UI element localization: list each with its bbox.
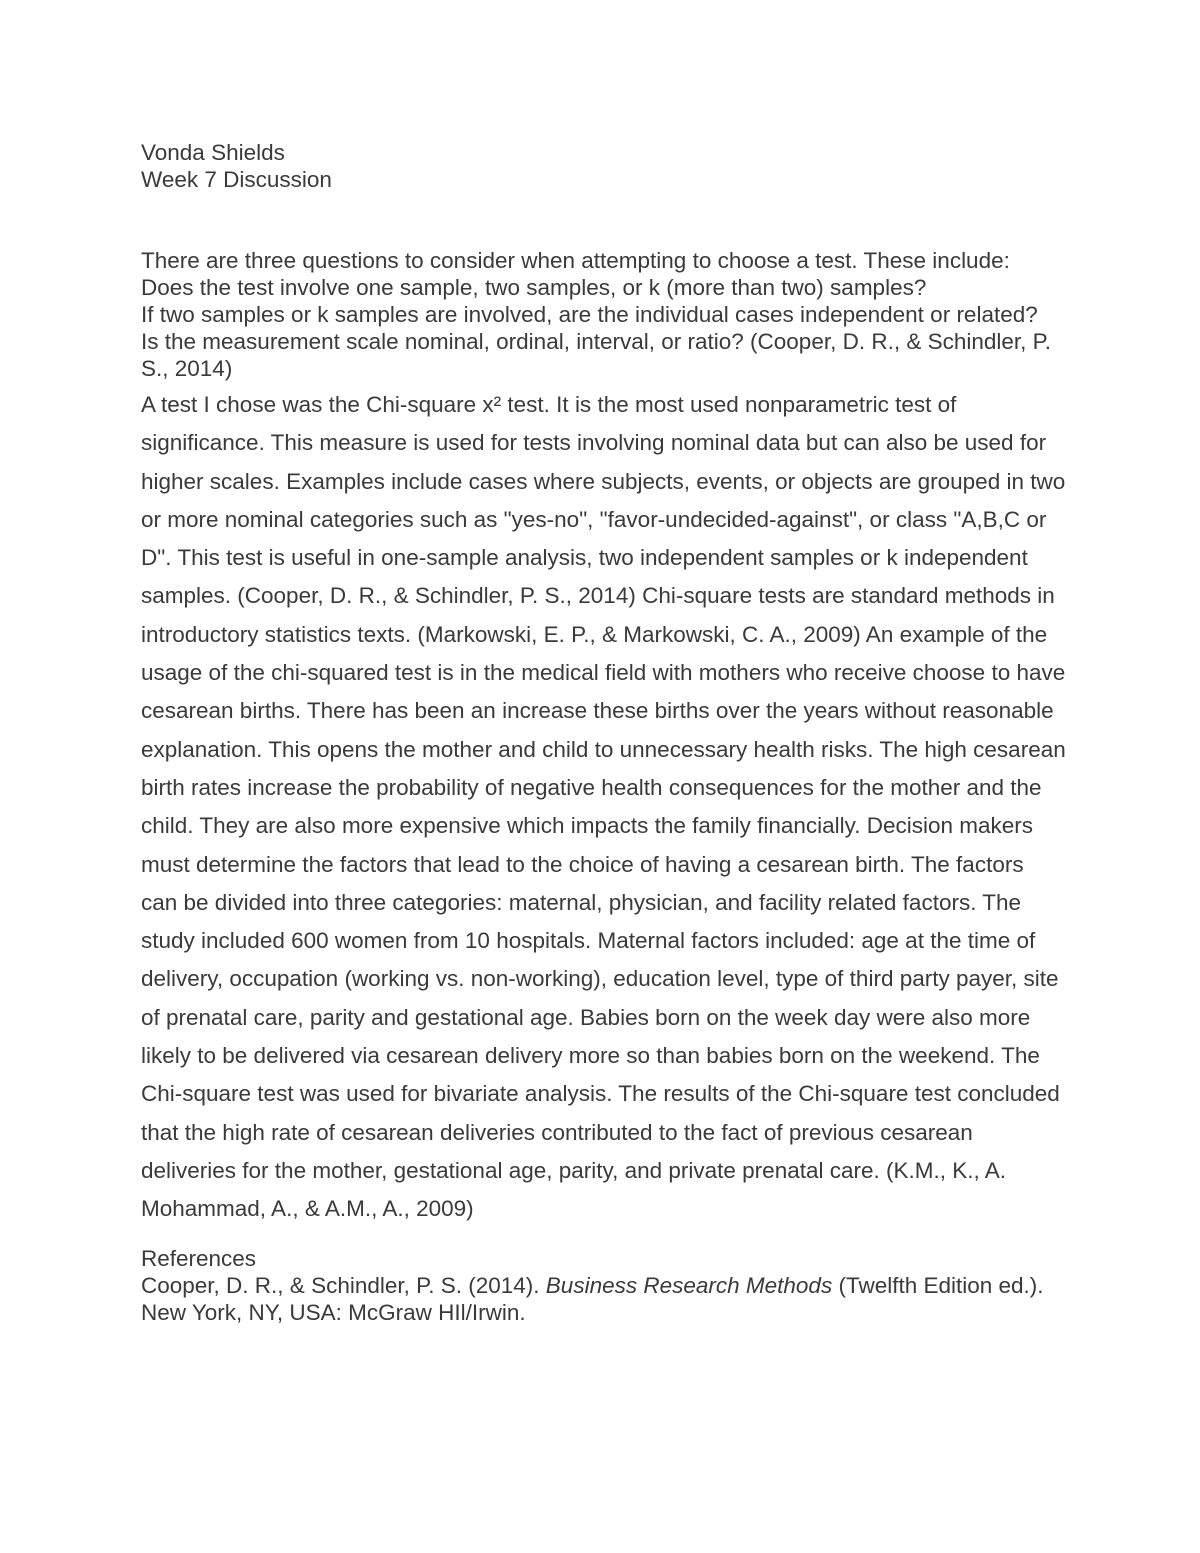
reference-authors: Cooper, D. R., & Schindler, P. S. (2014). [141, 1272, 546, 1298]
reference-publisher: (Twelfth Edition ed.). New York, NY, USA: McGraw HIl/Irwin. [141, 1272, 1044, 1325]
spacer [141, 193, 1066, 247]
intro-line: There are three questions to consider when attempting to choose a test. These include: [141, 248, 1010, 273]
intro-question-3: Is the measurement scale nominal, ordinal, interval, or ratio? (Cooper, D. R., & Schindler, P. S., 2014) [141, 329, 1052, 381]
references-heading: References [141, 1245, 257, 1271]
author-name: Vonda Shields [141, 140, 285, 165]
intro-questions [141, 247, 1066, 382]
intro-question-2: If two samples or k samples are involved, are the individual cases independent or related? [141, 302, 1038, 327]
reference-entry [141, 1272, 1066, 1326]
document-page [141, 139, 1066, 1326]
references-section [141, 1245, 1066, 1326]
body-paragraph: A test I chose was the Chi-square x² test. It is the most used nonparametric test of significance. This measure is used for tests involving nominal data but can also be used for higher scales. Examples include cases where subjects, events, or objects are grouped in two or more nominal categories such as "yes-no", "favor-undecided-against", or class "A,B,C or D". This test is useful in one-sample analysis, two independent samples or k independent samples. (Cooper, D. R., & Schindler, P. S., 2014) Chi-square tests are standard methods in introductory statistics texts. (Markowski, E. P., & Markowski, C. A., 2009) An example of the usage of the chi-squared test is in the medical field with mothers who receive choose to have cesarean births. There has been an increase these births over the years without reasonable explanation. This opens the mother and child to unnecessary health risks. The high cesarean birth rates increase the probability of negative health consequences for the mother and the child. They are also more expensive which impacts the family financially. Decision makers must determine the factors that lead to the choice of having a cesarean birth. The factors can be divided into three categories: maternal, physician, and facility related factors. The study included 600 women from 10 hospitals. Maternal factors included: age at the time of delivery, occupation (working vs. non-working), education level, type of third party payer, site of prenatal care, parity and gestational age. Babies born on the week day were also more likely to be delivered via cesarean delivery more so than babies born on the weekend. The Chi-square test was used for bivariate analysis. The results of the Chi-square test concluded that the high rate of cesarean deliveries contributed to the fact of previous cesarean deliveries for the mother, gestational age, parity, and private prenatal care. (K.M., K., A. Mohammad, A., & A.M., A., 2009) [141, 392, 1066, 1222]
reference-title: Business Research Methods [545, 1272, 833, 1298]
document-header [141, 139, 1066, 193]
intro-question-1: Does the test involve one sample, two samples, or k (more than two) samples? [141, 275, 927, 300]
document-subtitle: Week 7 Discussion [141, 167, 332, 192]
